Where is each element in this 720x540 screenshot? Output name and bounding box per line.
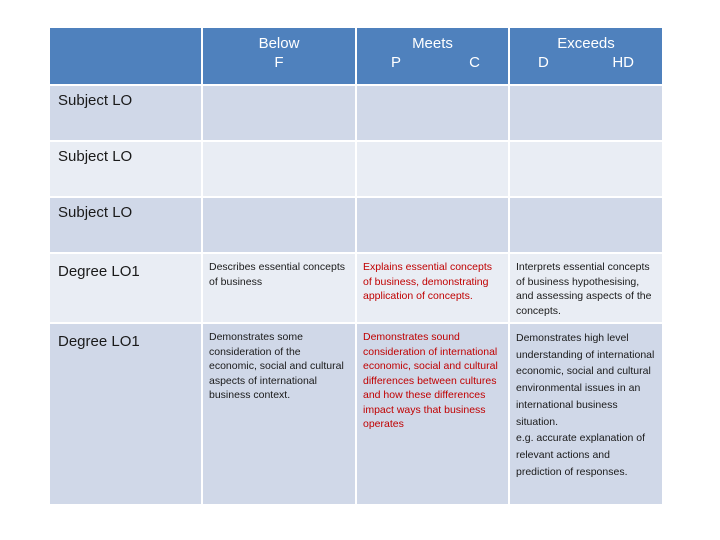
grade-f: F xyxy=(274,54,284,71)
grade-p: P xyxy=(391,54,402,71)
degree-lo-label: Degree LO1 xyxy=(49,253,202,323)
empty-cell xyxy=(202,141,356,197)
grade-d: D xyxy=(538,54,549,71)
subject-lo-label: Subject LO xyxy=(49,197,202,253)
meets-criteria: Explains essential concepts of business, demonstrating application of concepts. xyxy=(356,253,509,323)
below-criteria: Describes essential concepts of business xyxy=(202,253,356,323)
table-row xyxy=(49,197,663,253)
header-exceeds-title: Exceeds xyxy=(557,35,615,52)
exceeds-criteria xyxy=(509,323,663,505)
exceeds-criteria-text: Demonstrates high level understanding of international economic, social and cultural environmental issues in an international business situation. xyxy=(516,332,655,428)
empty-cell xyxy=(509,85,663,141)
subject-lo-label: Subject LO xyxy=(49,141,202,197)
rubric-table xyxy=(48,26,664,506)
degree-lo-label: Degree LO1 xyxy=(49,323,202,505)
empty-cell xyxy=(202,85,356,141)
meets-criteria: Demonstrates sound consideration of international economic, social and cultural differences between cultures and how these differences impact ways that business operates xyxy=(356,323,509,505)
table-row xyxy=(49,253,663,323)
empty-cell xyxy=(509,141,663,197)
below-criteria: Demonstrates some consideration of the economic, social and cultural aspects of international business context. xyxy=(202,323,356,505)
empty-cell xyxy=(356,85,509,141)
empty-cell xyxy=(356,141,509,197)
header-empty-cell xyxy=(49,27,202,85)
subject-lo-label: Subject LO xyxy=(49,85,202,141)
exceeds-criteria: Interprets essential concepts of business hypothesising, and assessing aspects of the concepts. xyxy=(509,253,663,323)
grade-hd: HD xyxy=(612,54,634,71)
grade-c: C xyxy=(469,54,480,71)
header-meets xyxy=(356,27,509,85)
header-below-title: Below xyxy=(258,35,300,52)
empty-cell xyxy=(202,197,356,253)
header-meets-title: Meets xyxy=(412,35,453,52)
table-row xyxy=(49,85,663,141)
header-exceeds xyxy=(509,27,663,85)
empty-cell xyxy=(509,197,663,253)
header-row xyxy=(49,27,663,85)
table-row xyxy=(49,323,663,505)
empty-cell xyxy=(356,197,509,253)
table-row xyxy=(49,141,663,197)
header-below xyxy=(202,27,356,85)
exceeds-criteria-example: e.g. accurate explanation of relevant actions and prediction of responses. xyxy=(516,432,646,478)
